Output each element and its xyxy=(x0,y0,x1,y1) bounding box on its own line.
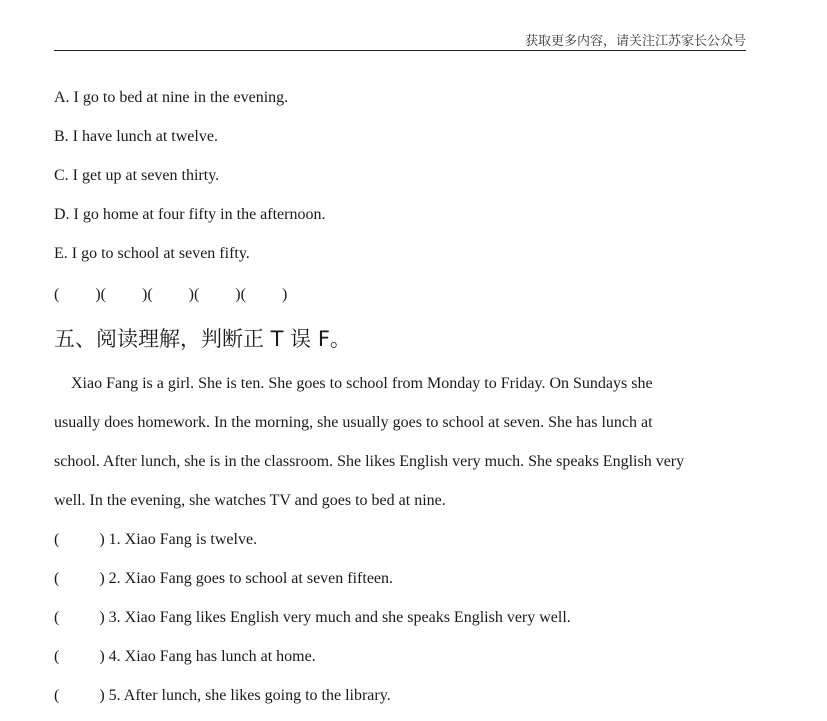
passage-line: well. In the evening, she watches TV and goes to bed at nine. xyxy=(54,492,446,509)
paren-open[interactable]: ( xyxy=(54,570,60,587)
header-text: 获取更多内容，请关注江苏家长公众号 xyxy=(524,34,746,49)
answer-blank-5[interactable]: ( ) xyxy=(240,286,288,303)
paren-open[interactable]: ( xyxy=(54,648,60,665)
paren-open[interactable]: ( xyxy=(54,531,60,548)
option-e: E. I go to school at seven fifty. xyxy=(54,245,250,262)
page-header xyxy=(54,28,746,51)
answer-row xyxy=(54,285,287,305)
option-a: A. I go to bed at nine in the evening. xyxy=(54,89,289,106)
statement-text: ) 5. After lunch, she likes going to the library. xyxy=(99,687,391,704)
answer-blank-1[interactable]: ( ) xyxy=(54,286,101,303)
statement-1 xyxy=(54,530,257,550)
answer-blank-3[interactable]: ( ) xyxy=(147,286,194,303)
option-b: B. I have lunch at twelve. xyxy=(54,128,218,145)
section-title: 五、阅读理解，判断正 T 误 F。 xyxy=(54,327,351,351)
statement-2 xyxy=(54,569,393,589)
statement-text: ) 4. Xiao Fang has lunch at home. xyxy=(99,648,316,665)
passage-line: school. After lunch, she is in the classroom. She likes English very much. She speaks English very xyxy=(54,453,685,470)
statement-3 xyxy=(54,608,571,628)
paren-open[interactable]: ( xyxy=(54,687,60,704)
statement-5 xyxy=(54,686,391,706)
passage-line: Xiao Fang is a girl. She is ten. She goes to school from Monday to Friday. On Sundays she xyxy=(71,375,653,392)
answer-blank-2[interactable]: ( ) xyxy=(100,286,148,303)
option-c: C. I get up at seven thirty. xyxy=(54,167,220,184)
statement-text: ) 1. Xiao Fang is twelve. xyxy=(99,531,258,548)
answer-blank-4[interactable]: ( ) xyxy=(193,286,241,303)
option-d: D. I go home at four fifty in the afternoon. xyxy=(54,206,326,223)
statement-4 xyxy=(54,647,316,667)
statement-text: ) 3. Xiao Fang likes English very much and she speaks English very well. xyxy=(99,609,571,626)
statement-text: ) 2. Xiao Fang goes to school at seven fifteen. xyxy=(99,570,394,587)
passage-line: usually does homework. In the morning, she usually goes to school at seven. She has lunch at xyxy=(54,414,653,431)
paren-open[interactable]: ( xyxy=(54,609,60,626)
